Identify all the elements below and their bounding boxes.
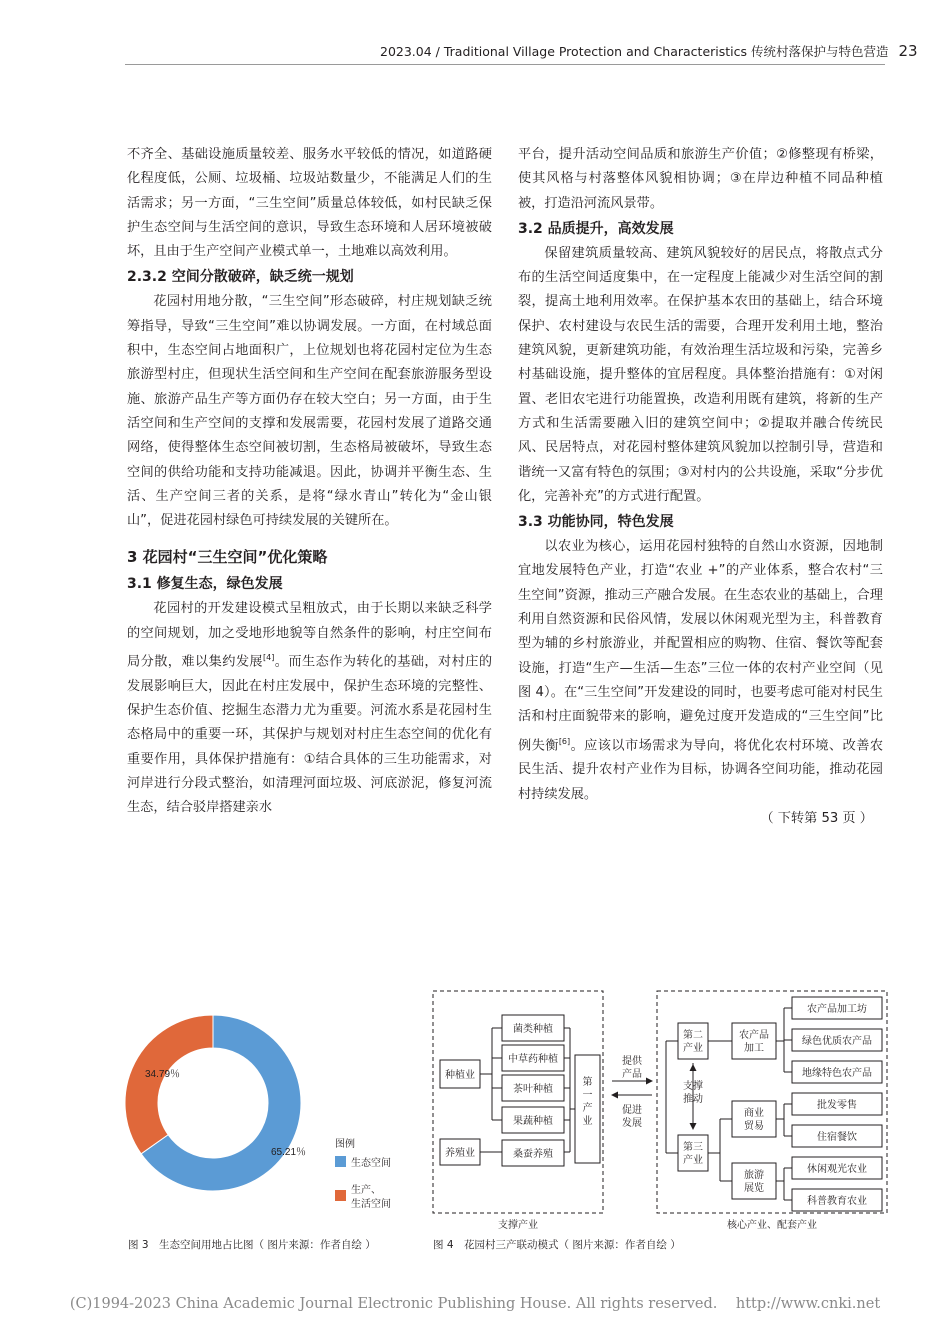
donut-chart: [125, 985, 415, 1245]
label-mushroom: 菌类种植: [513, 1024, 553, 1035]
label-geo-products: 地缘特色农产品: [802, 1068, 872, 1079]
label-core-industry: 核心产业、配套产业: [727, 1220, 817, 1231]
heading-2-3-2: 2.3.2 空间分散破碎，缺乏统一规划: [127, 269, 354, 286]
label-secondary: 第二产业: [683, 1030, 703, 1054]
reference-4[interactable]: [4]: [263, 653, 275, 663]
right-paragraph-2: 保留建筑质量较高、建筑风貌较好的居民点，将散点式分布的生活空间适度集中，在一定程度上能减少对生活空间的割裂，提高土地利用效率。在保护基本农田的基础上，结合环境保护、农村建设与农民生活的需要，合理开发利用土地，整治建筑风貌，更新建筑功能，有效治理生活垃圾和污染，完善乡村基础设施，提升整体的宜居程度。具体整治措施有：①对闲置、老旧农宅进行功能置换，改造利用既有建筑，将新的生产方式和生活需要融入旧的建筑空间中；②提取并融合传统民风、民居特点，对花园村整体建筑风貌加以控制引导，营造和谐统一又富有特色的氛围；③对村内的公共设施，采取“分步优化，完善补充”的方式进行配置。: [518, 245, 883, 504]
legend-label-prod-1: 生产、: [351, 1185, 381, 1196]
label-herb: 中草药种植: [508, 1054, 558, 1065]
label-lodging: 住宿餐饮: [817, 1132, 857, 1143]
label-breeding: 养殖业: [445, 1148, 475, 1159]
right-paragraph-1: 平台，提升活动空间品质和旅游生产价值；②修整现有桥梁，使其风格与村落整体风貌相协调；③在岸边种植不同品种植被，打造沿河流风景带。: [518, 147, 883, 211]
right-column: [518, 143, 883, 831]
label-green-products: 绿色优质农产品: [802, 1036, 872, 1047]
label-promote-development: 促进发展: [622, 1105, 642, 1129]
right-paragraph-3: [518, 535, 883, 807]
figure-4: [430, 985, 890, 1255]
figure-3: [125, 985, 415, 1255]
label-fruit: 果蔬种植: [513, 1116, 553, 1127]
right-paragraph-3b: 。应该以市场需求为导向，将优化农村环境、改善农民生活、提升农村产业作为目标，协调各空间功能，推动花园村持续发展。: [518, 737, 884, 802]
copyright-footer: [0, 1296, 950, 1312]
label-science-ag: 科普教育农业: [807, 1196, 867, 1207]
legend-swatch-eco: [335, 1156, 346, 1167]
donut-slices: [125, 1015, 301, 1191]
donut-slice-prod: [125, 1015, 213, 1154]
label-silkworm: 桑蚕养殖: [513, 1149, 553, 1160]
heading-3-2: 3.2 品质提升，高效发展: [518, 220, 674, 237]
label-processing-plant: 农产品加工坊: [807, 1004, 867, 1015]
label-leisure-ag: 休闲观光农业: [807, 1164, 867, 1175]
reference-6[interactable]: [6]: [558, 736, 571, 746]
left-paragraph-2: 花园村用地分散，“三生空间”形态破碎，村庄规划缺乏统筹指导，导致“三生空间”难以协调发展。一方面，在村域总面积中，生态空间占地面积广，上位规划也将花园村定位为生态旅游型村庄，但现状生活空间和生产空间在配套旅游服务型设施、旅游产品生产等方面仍存在较大空白；另一方面，由于生活空间和生产空间的支撑和发展需要，花园村发展了道路交通网络，使得整体生态空间被切割，生态格局被破坏，导致生态空间的供给功能和支持功能减退。因此，协调并平衡生态、生活、生产空间三者的关系，是将“绿水青山”转化为“金山银山”，促进花园村绿色可持续发展的关键所在。: [127, 294, 492, 529]
left-column: [127, 143, 492, 821]
label-provide-products: 提供产品: [622, 1056, 642, 1080]
left-paragraph-3a: 花园村的开发建设模式呈粗放式，由于长期以来缺乏科学的空间规划，加之受地形地貌等自然条件的影响，村庄空间布局分散，难以集约发展: [127, 601, 492, 670]
linkage-diagram: [430, 985, 890, 1245]
heading-3-3: 3.3 功能协同，特色发展: [518, 514, 674, 531]
label-tourism: 旅游展览: [744, 1170, 764, 1194]
legend-swatch-prod: [335, 1190, 346, 1201]
label-tea: 茶叶种植: [513, 1084, 553, 1095]
right-paragraph-3a: 以农业为核心，运用花园村独特的自然山水资源，因地制宜地发展特色产业，打造“农业 +”的产业体系，整合农村“三生空间”资源，推动三产融合发展。在生态农业的基础上，合理利用自然资源和民俗风情，发展以休闲观光型为主，科普教育型为辅的乡村旅游业，并配置相应的购物、住宿、餐饮等配套设施，打造“生产—生活—生态”三位一体的农村产业空间（见图 4）。在“三生空间”开发建设的同时，也要考虑可能对村民生活和村庄面貌带来的影响，避免过度开发造成的“三生空间”比例失衡: [518, 539, 883, 753]
label-planting: 种植业: [445, 1070, 475, 1081]
left-paragraph-3: [127, 597, 492, 820]
legend-label-eco: 生态空间: [351, 1158, 391, 1169]
slice-label-prod: 34.79％: [145, 1069, 181, 1080]
heading-3-1: 3.1 修复生态，绿色发展: [127, 576, 283, 593]
page-number: 23: [898, 42, 918, 60]
label-tertiary: 第三产业: [683, 1142, 703, 1166]
label-primary: 第一产业: [582, 1077, 593, 1127]
label-ag-processing: 农产品加工: [739, 1030, 769, 1054]
heading-3: 3 花园村“三生空间”优化策略: [127, 548, 328, 567]
slice-label-eco: 65.21％: [271, 1147, 307, 1158]
figure-4-caption: 图 4 花园村三产联动模式（ 图片来源：作者自绘 ）: [433, 1239, 681, 1251]
label-support-push: 支撑推动: [683, 1081, 703, 1105]
left-paragraph-1: 不齐全、基础设施质量较差、服务水平较低的情况，如道路硬化程度低，公厕、垃圾桶、垃圾站数量少，不能满足人们的生活需求；另一方面，“三生空间”质量总体较低，如村民缺乏保护生态空间与生活空间的意识，导致生态环境和人居环境被破坏，且由于生产空间产业模式单一，土地难以高效利用。: [127, 147, 492, 260]
legend-label-prod-2: 生活空间: [351, 1199, 391, 1210]
legend-title: 图例: [335, 1139, 355, 1150]
left-paragraph-3b: 。而生态作为转化的基础，对村庄的发展影响巨大，因此在村庄发展中，保护生态环境的完整性、保护生态价值、挖掘生态潜力尤为重要。河流水系是花园村生态格局中的重要一环，其保护与规划对村庄生态空间的优化有重要作用，具体保护措施有：①结合具体的三生功能需求，对河岸进行分段式整治，如清理河面垃圾、河底淤泥，修复河流生态，结合驳岸搭建亲水: [127, 654, 493, 816]
header-rule: [125, 64, 885, 65]
figure-3-caption: 图 3 生态空间用地占比图（ 图片来源：作者自绘 ）: [128, 1239, 376, 1251]
label-support-industry: 支撑产业: [498, 1220, 538, 1231]
label-wholesale: 批发零售: [817, 1100, 857, 1111]
journal-title: 2023.04 / Traditional Village Protection and Characteristics 传统村落保护与特色营造: [380, 44, 889, 59]
running-header: [380, 42, 918, 60]
footer-url[interactable]: http://www.cnki.net: [735, 1296, 881, 1312]
figure-area: [125, 985, 890, 1255]
label-commerce: 商业贸易: [744, 1108, 764, 1132]
copyright-text: (C)1994-2023 China Academic Journal Electronic Publishing House. All rights reserved.: [69, 1296, 718, 1312]
continued-note: （ 下转第 53 页 ）: [760, 810, 873, 826]
